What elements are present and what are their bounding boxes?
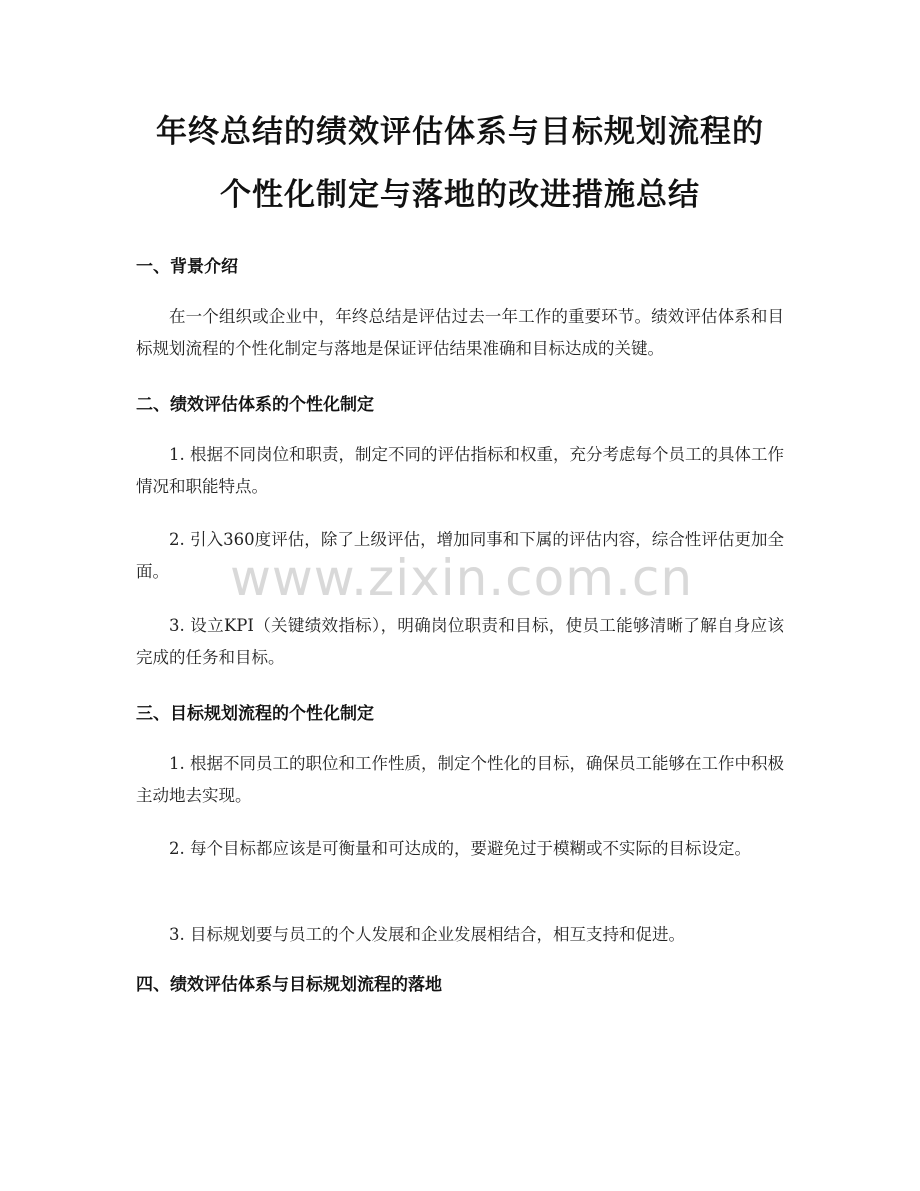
paragraph-evaluation-item-1: 1. 根据不同岗位和职责，制定不同的评估指标和权重，充分考虑每个员工的具体工作情况和职能特点。	[136, 445, 784, 496]
paragraph-evaluation-item-3: 3. 设立KPI（关键绩效指标），明确岗位职责和目标，使员工能够清晰了解自身应该完成的任务和目标。	[136, 616, 784, 667]
paragraph-background: 在一个组织或企业中，年终总结是评估过去一年工作的重要环节。绩效评估体系和目标规划流程的个性化制定与落地是保证评估结果准确和目标达成的关键。	[136, 307, 784, 358]
document-title-line-2: 个性化制定与落地的改进措施总结	[220, 177, 700, 213]
section-heading-background: 一、背景介绍	[136, 257, 238, 277]
paragraph-goal-item-1: 1. 根据不同员工的职位和工作性质，制定个性化的目标，确保员工能够在工作中积极主动地去实现。	[136, 754, 784, 805]
section-heading-performance-evaluation: 二、绩效评估体系的个性化制定	[136, 395, 374, 415]
paragraph-goal-item-3: 3. 目标规划要与员工的个人发展和企业发展相结合，相互支持和促进。	[169, 925, 685, 944]
paragraph-goal-item-2: 2. 每个目标都应该是可衡量和可达成的，要避免过于模糊或不实际的目标设定。	[169, 839, 751, 858]
section-heading-implementation: 四、绩效评估体系与目标规划流程的落地	[136, 975, 442, 995]
watermark: www.zixin.com.cn	[230, 549, 694, 607]
section-heading-goal-planning: 三、目标规划流程的个性化制定	[136, 704, 374, 724]
document-title-line-1: 年终总结的绩效评估体系与目标规划流程的	[156, 114, 764, 150]
paragraph-evaluation-item-2: 2. 引入360度评估，除了上级评估，增加同事和下属的评估内容，综合性评估更加全面。	[136, 530, 784, 581]
